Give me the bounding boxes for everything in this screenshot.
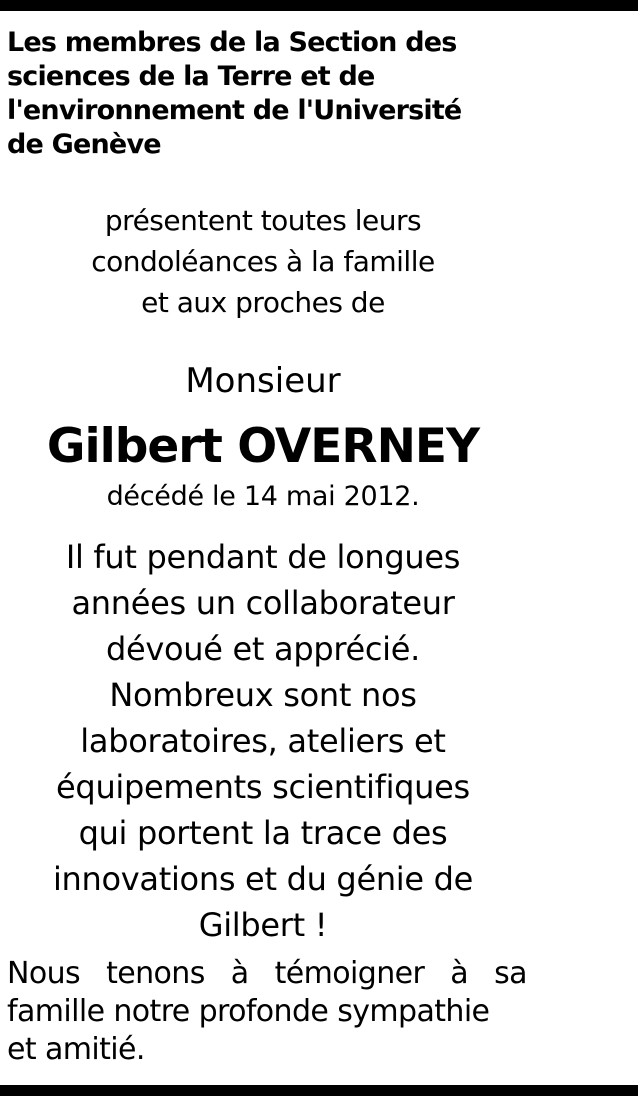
notice-header (7, 26, 527, 162)
tribute-line: innovations et du génie de (52, 860, 474, 898)
tribute-line: équipements scientifiques (56, 768, 470, 806)
closing-word: Nous (7, 956, 81, 991)
intro-line: et aux proches de (141, 286, 385, 319)
tribute-line: qui portent la trace des (78, 814, 448, 852)
tribute-line: Il fut pendant de longues (65, 538, 461, 576)
closing-text (7, 955, 527, 1069)
intro-line: condoléances à la famille (91, 245, 435, 278)
header-line: l'environnement de l'Université (7, 95, 462, 126)
tribute-line: laboratoires, ateliers et (80, 722, 446, 760)
bottom-border-rule (0, 1085, 638, 1096)
header-line: Les membres de la Section des (7, 27, 457, 58)
intro-line: présentent toutes leurs (104, 204, 422, 237)
tribute-line: Gilbert ! (198, 906, 328, 944)
closing-word: sa (494, 956, 527, 991)
closing-word: à (230, 956, 249, 991)
closing-word: tenons (106, 956, 205, 991)
closing-word: à (450, 956, 469, 991)
tribute-line: Nombreux sont nos (109, 676, 417, 714)
honorific: Monsieur (185, 361, 341, 401)
deceased-name: Gilbert OVERNEY (46, 419, 480, 474)
header-line: sciences de la Terre et de (7, 61, 375, 92)
tribute-line: dévoué et apprécié. (105, 630, 421, 668)
closing-line: famille notre profonde sympathie (7, 994, 490, 1029)
tribute-text (0, 534, 526, 948)
header-line: de Genève (7, 129, 161, 160)
closing-first-line (7, 955, 527, 993)
condolence-intro (0, 200, 526, 323)
tribute-line: années un collaborateur (71, 584, 455, 622)
closing-line: et amitié. (7, 1032, 145, 1067)
closing-word: témoigner (274, 956, 425, 991)
death-date-line: décédé le 14 mai 2012. (106, 481, 420, 512)
